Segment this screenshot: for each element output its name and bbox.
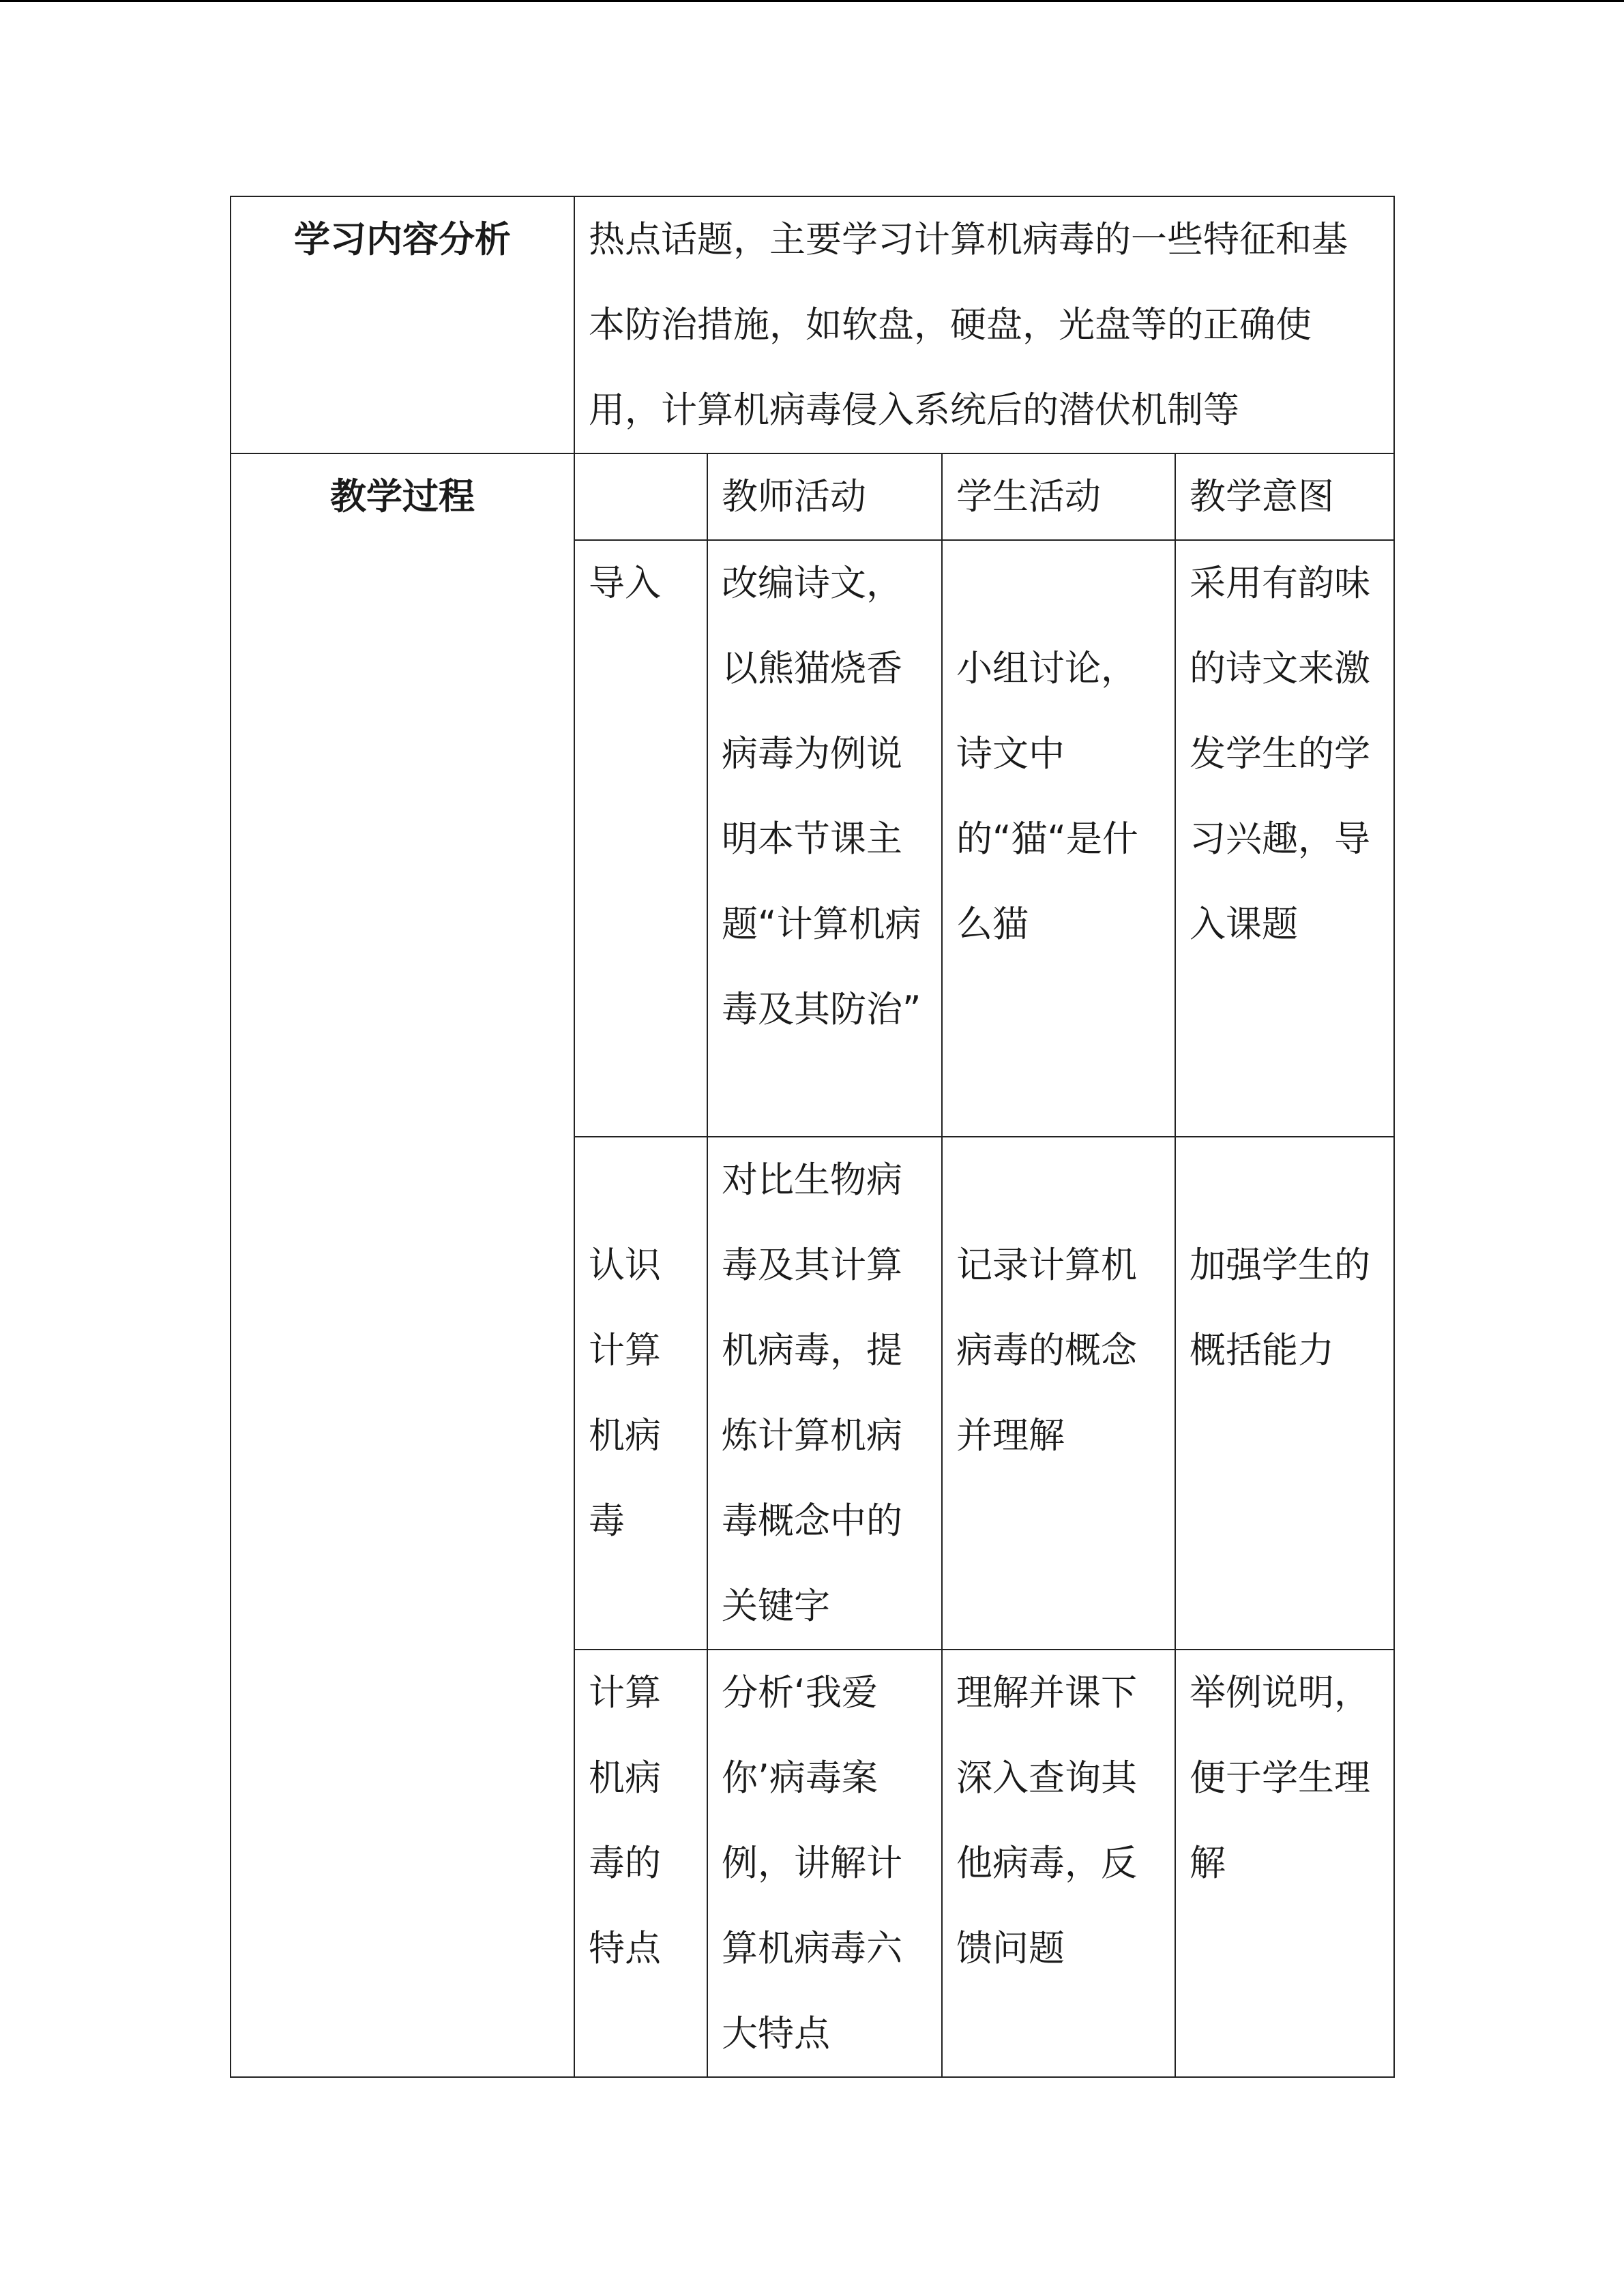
student-activity-cell: 小组讨论，诗文中的“猫“是什么猫 [942, 540, 1175, 1137]
teacher-activity-cell: 对比生物病毒及其计算机病毒，提炼计算机病毒概念中的关键字 [707, 1137, 942, 1650]
student-activity-cell: 记录计算机病毒的概念并理解 [942, 1137, 1175, 1650]
teacher-activity-cell: 分析‘我爱你’病毒案例，讲解计算机病毒六大特点 [707, 1650, 942, 2077]
lesson-plan-table [230, 196, 1395, 2078]
teaching-intent-cell: 举例说明，便于学生理解 [1175, 1650, 1394, 2077]
process-header-row [231, 453, 1394, 540]
teaching-process-label: 教学过程 [231, 453, 574, 2077]
content-analysis-label: 学习内容分析 [231, 196, 574, 453]
stage-cell: 导入 [574, 540, 707, 1137]
stage-cell: 认识计算机病毒 [574, 1137, 707, 1650]
header-teaching-intent: 教学意图 [1175, 453, 1394, 540]
header-student-activity: 学生活动 [942, 453, 1175, 540]
teaching-intent-cell: 加强学生的概括能力 [1175, 1137, 1394, 1650]
header-stage [574, 453, 707, 540]
header-teacher-activity: 教师活动 [707, 453, 942, 540]
student-activity-cell: 理解并课下深入查询其他病毒，反馈问题 [942, 1650, 1175, 2077]
page-top-border [0, 0, 1624, 2]
teacher-activity-cell: 改编诗文，以熊猫烧香病毒为例说明本节课主题“计算机病毒及其防治” [707, 540, 942, 1137]
content-analysis-text: 热点话题，主要学习计算机病毒的一些特征和基本防治措施，如软盘，硬盘，光盘等的正确使用，计算机病毒侵入系统后的潜伏机制等 [574, 196, 1394, 453]
teaching-intent-cell: 采用有韵味的诗文来激发学生的学习兴趣，导入课题 [1175, 540, 1394, 1137]
stage-cell: 计算机病毒的特点 [574, 1650, 707, 2077]
content-analysis-row [231, 196, 1394, 453]
